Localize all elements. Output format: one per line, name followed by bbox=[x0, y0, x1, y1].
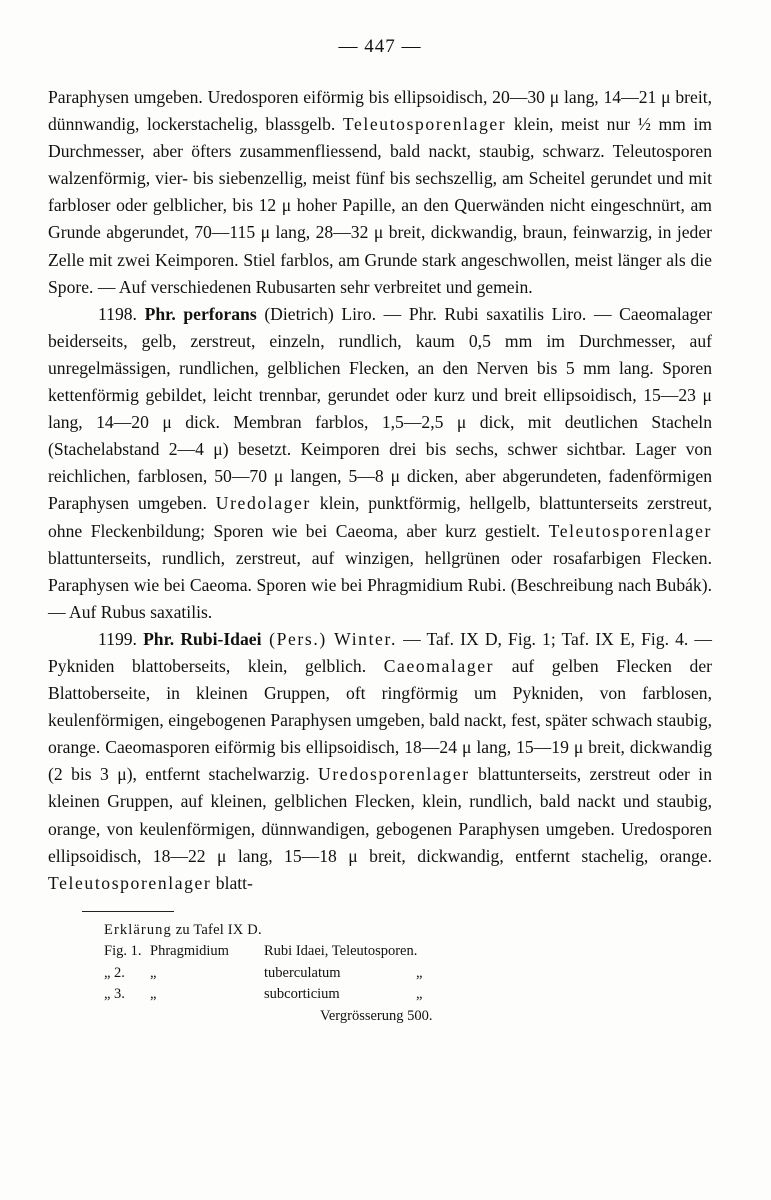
footnote-ditto: „ bbox=[416, 964, 423, 981]
entry-genus: Phr. bbox=[144, 303, 176, 324]
entry-1199 bbox=[48, 626, 712, 897]
entry-genus: Phr. bbox=[143, 628, 175, 649]
entry-species: Rubi-Idaei bbox=[180, 628, 262, 649]
footnote-title-rest: zu Tafel IX D. bbox=[171, 921, 262, 938]
footnote-species: subcorticium bbox=[264, 986, 340, 1003]
entry-text-2: klein, punktförmig, hellgelb, blattunterseits zerstreut, ohne Fleckenbildung; Sporen wie bei Caeoma, aber kurz gestielt. bbox=[48, 493, 712, 541]
intro-text-2: klein, meist nur ½ mm im Durchmesser, aber öfters zusammenfliessend, bald nackt, staubig, schwarz. Teleutosporen walzenförmig, vier- bis siebenzellig, meist fünf bis sechszellig, am Scheitel gerundet und mit farbloser oder gelblicher, bis 12 μ hoher Papille, an den Querwänden nicht eingeschnürt, am Grunde abgerundet, 70—115 μ lang, 28—32 μ breit, dickwandig, braun, feinwarzig, in jeder Zelle mit zwei Keimporen. Stiel farblos, am Grunde stark angeschwollen, meist länger als die Spore. — Auf verschiedenen Rubusarten sehr verbreitet und gemein. bbox=[48, 114, 712, 297]
entry-text-4: blatt- bbox=[211, 872, 253, 893]
footnote-fig-label: „ 2. bbox=[104, 964, 125, 981]
footnote-row bbox=[104, 963, 712, 985]
entry-number: 1198. bbox=[98, 303, 137, 324]
intro-spaced-term: Teleutosporenlager bbox=[342, 114, 507, 135]
entry-spaced-term: Uredosporenlager bbox=[318, 764, 470, 785]
entry-text-3: blattunterseits, zerstreut oder in kleinen Gruppen, auf kleinen, gelblichen Flecken, klein, rundlich, bald nackt und staubig, orange, von keulenförmigen, dünnwandigen, gebogenen Paraphysen umgeben. Uredosporen ellipsoidisch, 18—22 μ lang, 15—18 μ breit, dickwandig, entfernt stachelig, orange. bbox=[48, 764, 712, 866]
footnote-divider bbox=[82, 911, 174, 912]
entry-1198 bbox=[48, 301, 712, 626]
footnote-fig-label: Fig. 1. bbox=[104, 943, 142, 960]
entry-spaced-term: Uredolager bbox=[215, 493, 311, 514]
footnote-species: tuberculatum bbox=[264, 964, 341, 981]
entry-text-3: blattunterseits, rundlich, zerstreut, auf winzigen, hellgrünen oder rosafarbigen Flecken. Paraphysen wie bei Caeoma. Sporen wie bei Phragmidium Rubi. (Beschreibung nach Bubák). — Auf Rubus saxatilis. bbox=[48, 547, 712, 622]
footnote-title-spaced: Erklärung bbox=[104, 921, 172, 938]
entry-spaced-term: Caeomalager bbox=[383, 655, 495, 676]
entry-number: 1199. bbox=[98, 628, 137, 649]
footnote-species: Rubi Idaei, Teleutosporen. bbox=[264, 943, 418, 960]
footnote-row bbox=[104, 941, 712, 963]
footnote-genus: „ bbox=[150, 986, 157, 1003]
footnote-genus: Phragmidium bbox=[150, 943, 229, 960]
footnote-title bbox=[104, 920, 712, 942]
footnote-row bbox=[104, 984, 712, 1006]
entry-spaced-term: Teleutosporenlager bbox=[548, 520, 712, 541]
intro-paragraph bbox=[48, 84, 712, 301]
footnote-genus: „ bbox=[150, 964, 157, 981]
footnote-fig-label: „ 3. bbox=[104, 986, 125, 1003]
entry-text-1: — Taf. IX D, Fig. 1; Taf. IX E, Fig. 4. — Pykniden blattoberseits, klein, gelblich. bbox=[48, 628, 713, 676]
footnote-ditto: „ bbox=[416, 986, 423, 1003]
footnote-magnification: Vergrösserung 500. bbox=[320, 1007, 433, 1024]
entry-text-2: auf gelben Flecken der Blattoberseite, in kleinen Gruppen, oft ringförmig um Pykniden, von farblosen, keulenförmigen, eingebogenen Paraphysen umgeben, bald nackt, fest, später schwach staubig, orange. Caeomasporen eiförmig bis ellipsoidisch, 18—24 μ lang, 15—19 μ breit, dickwandig (2 bis 3 μ), entfernt stachelwarzig. bbox=[48, 655, 712, 785]
entry-authority: (Pers.) Winter. bbox=[261, 628, 397, 649]
page-number: — 447 — bbox=[338, 36, 422, 57]
footnote bbox=[104, 920, 712, 1028]
entry-spaced-term: Teleutosporenlager bbox=[48, 872, 212, 893]
entry-species: perforans bbox=[183, 303, 257, 324]
intro-text-1: Paraphysen umgeben. Uredosporen eiförmig bis ellipsoidisch, 20—30 μ lang, 14—21 μ breit, dünnwandig, lockerstachelig, blassgelb. bbox=[48, 87, 712, 135]
entry-text-1: (Dietrich) Liro. — Phr. Rubi saxatilis Liro. — Caeomalager beiderseits, gelb, zerstreut, einzeln, rundlich, kaum 0,5 mm im Durchmesser, auf unregelmässigen, rundlichen, gelblichen Flecken, an den Nerven bis 5 mm lang. Sporen kettenförmig gebildet, leicht trennbar, gerundet oder kurz und breit ellipsoidisch, 15—23 μ lang, 14—20 μ dick. Membran farblos, 1,5—2,5 μ dick, mit deutlichen Stacheln (Stachelabstand 2—4 μ) besetzt. Keimporen drei bis sechs, schwer sichtbar. Lager von reichlichen, farblosen, 50—70 μ langen, 5—8 μ dicken, aber abgerundeten, fadenförmigen Paraphysen umgeben. bbox=[48, 303, 712, 514]
document-page bbox=[48, 36, 712, 1027]
